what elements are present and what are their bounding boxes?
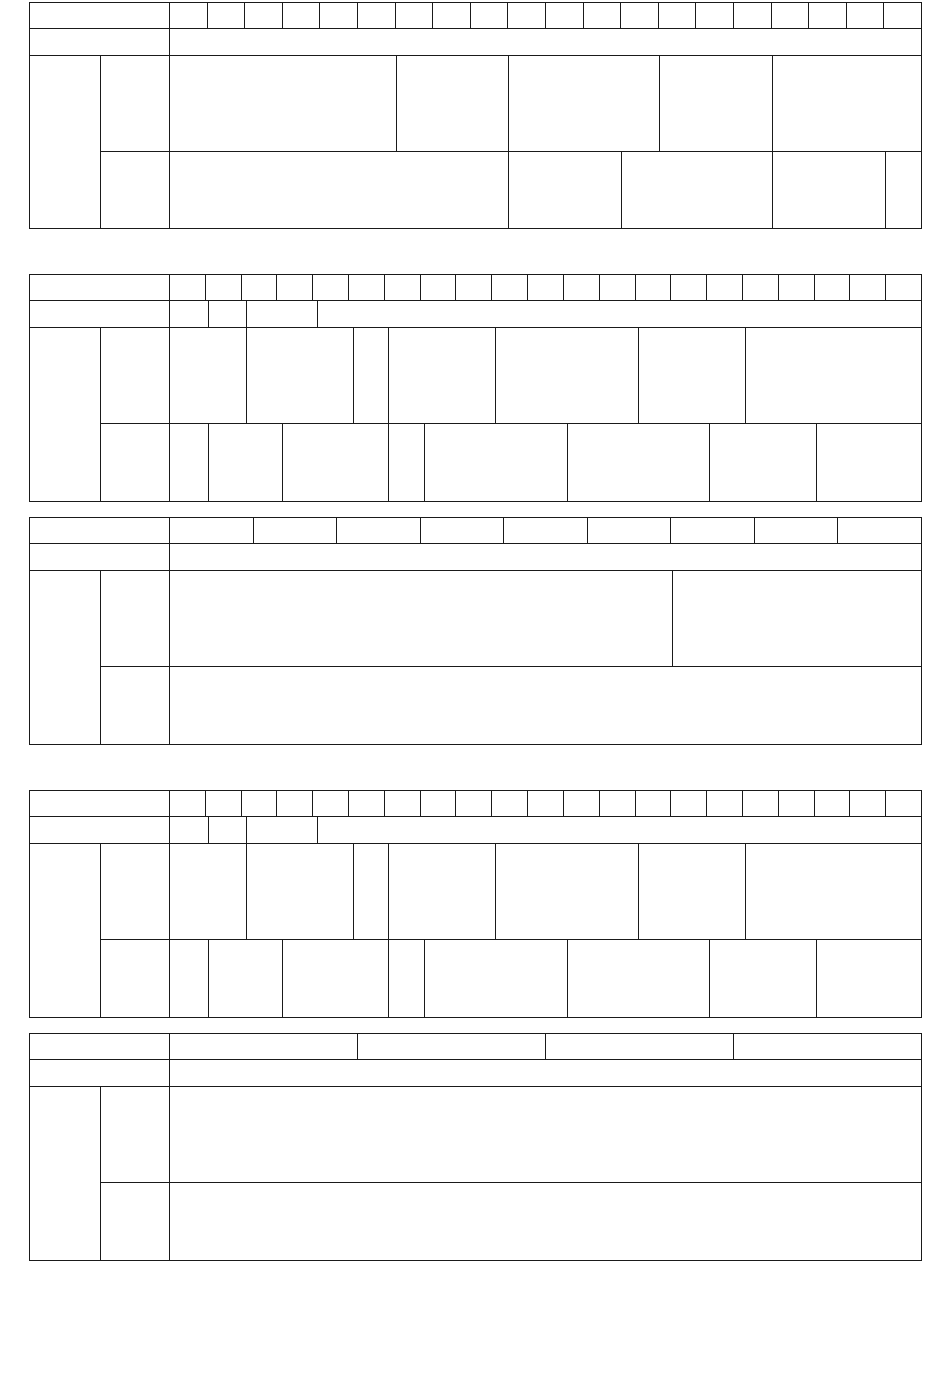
header-cell-divider <box>527 275 528 301</box>
register-block-3 <box>29 517 922 745</box>
header-cell-divider <box>742 791 743 817</box>
header-cell-divider <box>357 3 358 29</box>
header-cell-divider <box>432 3 433 29</box>
header-cell-divider <box>771 3 772 29</box>
register-block-1 <box>29 2 922 229</box>
header-cell-divider <box>599 791 600 817</box>
header-cell-divider <box>706 791 707 817</box>
header-cell-divider <box>244 3 245 29</box>
header-cell-divider <box>395 3 396 29</box>
header-cell-divider <box>336 518 337 544</box>
header-cell-divider <box>742 275 743 301</box>
header-cell-divider <box>670 791 671 817</box>
header-cell-divider <box>491 275 492 301</box>
header-cell-divider <box>207 3 208 29</box>
header-cell-divider <box>635 791 636 817</box>
register-block-4 <box>29 790 922 1018</box>
header-cell-divider <box>205 275 206 301</box>
header-cell-divider <box>778 791 779 817</box>
header-cell-divider <box>849 275 850 301</box>
header-cell-divider <box>733 1034 734 1060</box>
header-cell-divider <box>276 791 277 817</box>
header-cell-divider <box>670 275 671 301</box>
header-cell-divider <box>420 518 421 544</box>
header-cell-divider <box>169 518 170 544</box>
register-block-2 <box>29 274 922 502</box>
header-cell-divider <box>348 275 349 301</box>
header-cell-divider <box>846 3 847 29</box>
header-cell-divider <box>169 1034 170 1060</box>
header-cell-divider <box>670 518 671 544</box>
header-cell-divider <box>384 791 385 817</box>
header-cell-divider <box>169 791 170 817</box>
header-cell-divider <box>808 3 809 29</box>
header-cell-divider <box>507 3 508 29</box>
header-cell-divider <box>470 3 471 29</box>
header-cell-divider <box>635 275 636 301</box>
header-cell-divider <box>357 1034 358 1060</box>
header-cell-divider <box>241 275 242 301</box>
header-cell-divider <box>754 518 755 544</box>
header-cell-divider <box>455 275 456 301</box>
header-cell-divider <box>599 275 600 301</box>
header-cell-divider <box>527 791 528 817</box>
header-cell-divider <box>312 275 313 301</box>
header-cell-divider <box>695 3 696 29</box>
header-cell-divider <box>814 275 815 301</box>
header-cell-divider <box>384 275 385 301</box>
header-cell-divider <box>491 791 492 817</box>
header-cell-divider <box>348 791 349 817</box>
header-cell-divider <box>837 518 838 544</box>
header-cell-divider <box>503 518 504 544</box>
header-cell-divider <box>545 3 546 29</box>
header-cell-divider <box>583 3 584 29</box>
header-cell-divider <box>455 791 456 817</box>
header-cell-divider <box>885 791 886 817</box>
header-cell-divider <box>620 3 621 29</box>
header-cell-divider <box>563 275 564 301</box>
header-cell-divider <box>253 518 254 544</box>
header-cell-divider <box>205 791 206 817</box>
header-cell-divider <box>319 3 320 29</box>
register-block-5 <box>29 1033 922 1261</box>
header-cell-divider <box>814 791 815 817</box>
header-cell-divider <box>169 3 170 29</box>
header-cell-divider <box>420 791 421 817</box>
header-cell-divider <box>849 791 850 817</box>
header-cell-divider <box>733 3 734 29</box>
header-cell-divider <box>241 791 242 817</box>
header-cell-divider <box>545 1034 546 1060</box>
header-cell-divider <box>778 275 779 301</box>
header-cell-divider <box>169 275 170 301</box>
header-cell-divider <box>563 791 564 817</box>
header-cell-divider <box>312 791 313 817</box>
header-cell-divider <box>885 275 886 301</box>
header-cell-divider <box>883 3 884 29</box>
header-cell-divider <box>658 3 659 29</box>
header-cell-divider <box>282 3 283 29</box>
header-cell-divider <box>276 275 277 301</box>
header-cell-divider <box>420 275 421 301</box>
header-cell-divider <box>587 518 588 544</box>
header-cell-divider <box>706 275 707 301</box>
